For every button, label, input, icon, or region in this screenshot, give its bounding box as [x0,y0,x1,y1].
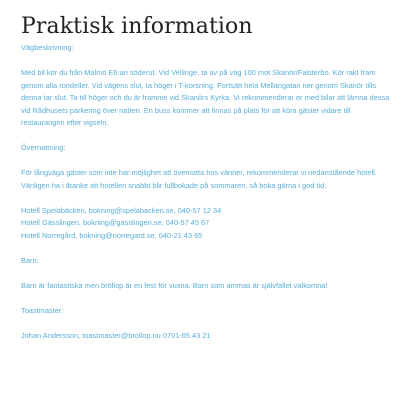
toastmaster-heading: Toastmaster: [21,305,64,315]
toastmaster-contact: Johan Andersson, toastmaster@brollop.nu 0701-65 43 21 [21,330,211,340]
spacer [21,242,393,255]
spacer [21,317,393,330]
hotel-item: Hotell Norregård, bokning@norregard.se, 040-21 43 65 [21,230,203,240]
spacer [21,292,393,305]
content [21,42,393,342]
directions-heading: Vägbeskrivning: [21,43,74,52]
spacer [21,267,393,280]
page-title: Praktisk information [21,14,253,39]
spacer [21,130,393,143]
spacer [21,192,393,205]
spacer [21,155,393,168]
lodging-text: För långväga gäster som inte har möjlighet att övernatta hos vänner, rekommenderar vi nedanstående hotell. Vänligen ha i åtanke att hotellen snabbt blir fullbokade på sommaren, så boka gärna i god tid. [21,168,377,190]
children-text: Barn är fantastiska men bröllop är en fest för vuxna. Barn som ammas är självfallet välkomna! [21,280,328,290]
hotel-item: Hotell Gässlingen, bokning@gasslingen.se, 040-57 45 67 [21,218,210,227]
directions-text: Med bil kör du från Malmö E6:an söderut. Vid Vellinge, ta av på väg 100 mot Skanör/Falsterbo. Kör rakt fram genom alla rondeller. Vid vägens slut, ta höger i T-korsning. Fortsätt hela Mellangatan ner genom Skanör tills denna tar slut. Ta till höger och du är framme vid Skanörs Kyrka. Vi rekommenderar er med bilar att lämna dessa vid Rådhusets parkering över natten. En buss kommer att finnas på plats för att köra gäster vidare till restaurangen efter vigseln. [21,68,390,127]
lodging-heading: Övernattning: [21,143,66,152]
spacer [21,55,393,68]
hotel-item: Hotell Spelabäcken, bokning@spelabacken.se, 040-57 12 34 [21,205,222,215]
children-heading: Barn: [21,255,39,265]
